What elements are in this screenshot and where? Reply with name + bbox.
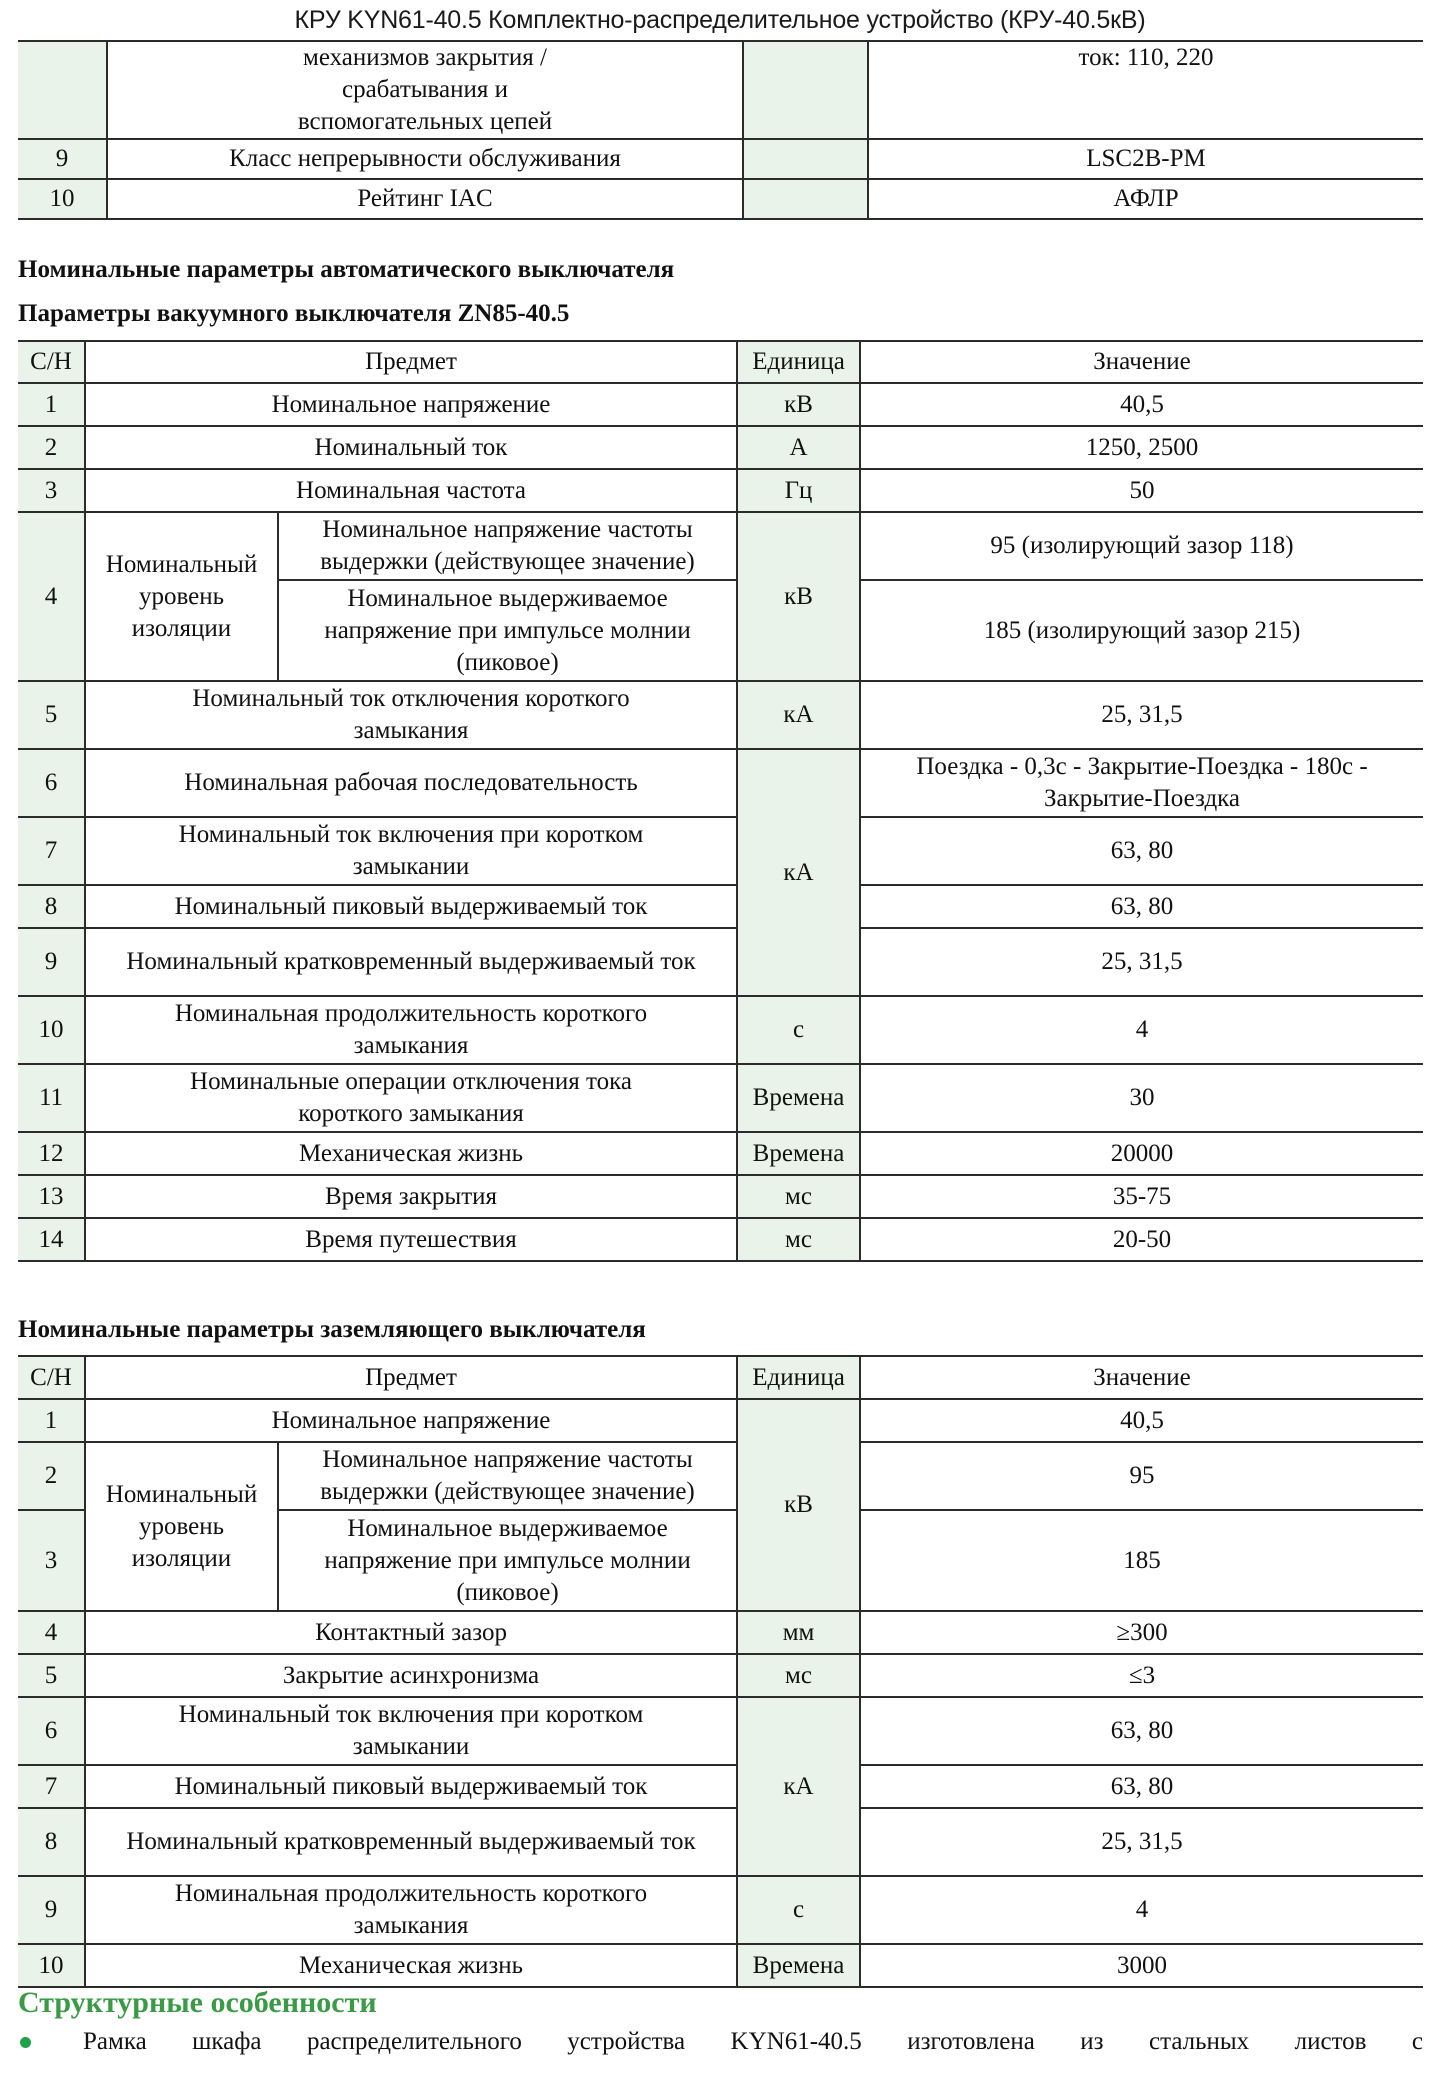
row-number: 9	[18, 928, 85, 996]
row-item: Механическая жизнь	[85, 1944, 737, 1987]
table-row	[18, 1876, 1423, 1944]
table-row	[18, 1808, 1423, 1876]
row-value: 25, 31,5	[860, 928, 1423, 996]
row-unit: Времена	[737, 1944, 860, 1987]
row-unit: Времена	[737, 1064, 860, 1132]
row-value: ток: 110, 220	[868, 41, 1423, 139]
table-row	[18, 1697, 1423, 1765]
table-header-row	[18, 341, 1423, 383]
row-number: 7	[18, 1765, 85, 1808]
table-row	[18, 179, 1423, 219]
row-value: 63, 80	[860, 817, 1423, 885]
row-value: 95 (изолирующий зазор 118)	[860, 512, 1423, 580]
row-item: Механическая жизнь	[85, 1132, 737, 1175]
row-unit: с	[737, 1876, 860, 1944]
row-item: Номинальное напряжение частоты выдержки (действующее значение)	[278, 1442, 737, 1510]
table-row	[18, 749, 1423, 817]
table-row	[18, 681, 1423, 749]
breaker-subheading: Параметры вакуумного выключателя ZN85-40.5	[18, 300, 570, 327]
row-value: 4	[860, 1876, 1423, 1944]
row-value: 25, 31,5	[860, 681, 1423, 749]
row-item: Номинальная частота	[85, 469, 737, 512]
table-row	[18, 469, 1423, 512]
row-item: Номинальный ток отключения короткого замыкания	[85, 681, 737, 749]
row-value: 4	[860, 996, 1423, 1064]
row-number: 12	[18, 1132, 85, 1175]
col-header-no: С/Н	[18, 341, 85, 383]
row-unit: с	[737, 996, 860, 1064]
row-value: 50	[860, 469, 1423, 512]
row-number: 2	[18, 426, 85, 469]
row-number: 4	[18, 512, 85, 681]
row-number: 8	[18, 1808, 85, 1876]
row-item: Номинальный ток включения при коротком замыкании	[85, 1697, 737, 1765]
row-unit: Времена	[737, 1132, 860, 1175]
table-row	[18, 1765, 1423, 1808]
row-number: 2	[18, 1442, 85, 1510]
row-value: 35-75	[860, 1175, 1423, 1218]
col-header-value: Значение	[860, 1356, 1423, 1399]
row-unit	[743, 41, 868, 139]
table-row	[18, 1442, 1423, 1510]
row-unit: кВ	[737, 383, 860, 426]
row-unit: А	[737, 426, 860, 469]
row-item: Номинальное напряжение	[85, 383, 737, 426]
table-row	[18, 885, 1423, 928]
row-unit: кА	[737, 1697, 860, 1876]
row-unit: кВ	[737, 512, 860, 681]
row-item: Номинальное напряжение	[85, 1399, 737, 1442]
table-row	[18, 1132, 1423, 1175]
top-spec-table	[18, 40, 1423, 220]
row-item: Время закрытия	[85, 1175, 737, 1218]
row-item: Номинальные операции отключения тока короткого замыкания	[85, 1064, 737, 1132]
row-unit	[743, 179, 868, 219]
row-item: Номинальное выдерживаемое напряжение при импульсе молнии (пиковое)	[278, 580, 737, 681]
row-item: Номинальная продолжительность короткого замыкания	[85, 996, 737, 1064]
table-row	[18, 1218, 1423, 1261]
row-value: 63, 80	[860, 1697, 1423, 1765]
row-value: 20-50	[860, 1218, 1423, 1261]
row-item: Номинальный ток включения при коротком замыкании	[85, 817, 737, 885]
row-value: 40,5	[860, 383, 1423, 426]
row-value: 3000	[860, 1944, 1423, 1987]
page-header-title: КРУ KYN61-40.5 Комплектно-распределительное устройство (КРУ-40.5кВ)	[294, 6, 1146, 34]
row-unit: Гц	[737, 469, 860, 512]
row-item: Контактный зазор	[85, 1611, 737, 1654]
row-value: 1250, 2500	[860, 426, 1423, 469]
row-item: Закрытие асинхронизма	[85, 1654, 737, 1697]
row-unit: мс	[737, 1218, 860, 1261]
row-unit: мс	[737, 1175, 860, 1218]
row-item: Номинальный ток	[85, 426, 737, 469]
table-header-row	[18, 1356, 1423, 1399]
col-header-value: Значение	[860, 341, 1423, 383]
row-number: 10	[18, 1944, 85, 1987]
row-item: механизмов закрытия / срабатывания и вспомогательных цепей	[107, 41, 743, 139]
earthing-switch-table	[18, 1355, 1423, 1988]
row-item: Класс непрерывности обслуживания	[107, 139, 743, 179]
col-header-unit: Единица	[737, 1356, 860, 1399]
row-value: 30	[860, 1064, 1423, 1132]
row-item: Номинальный кратковременный выдерживаемый ток	[85, 1808, 737, 1876]
row-number: 1	[18, 383, 85, 426]
row-value: 185 (изолирующий зазор 215)	[860, 580, 1423, 681]
col-header-no: С/Н	[18, 1356, 85, 1399]
row-number: 11	[18, 1064, 85, 1132]
col-header-item: Предмет	[85, 341, 737, 383]
table-row	[18, 1611, 1423, 1654]
structural-features-title: Структурные особенности	[18, 1986, 377, 2019]
row-item: Номинальное выдерживаемое напряжение при импульсе молнии (пиковое)	[278, 1510, 737, 1611]
row-number: 5	[18, 1654, 85, 1697]
table-row	[18, 41, 1423, 139]
feature-bullet-text: Рамка шкафа распределительного устройства KYN61-40.5 изготовлена из стальных листов с	[83, 2028, 1423, 2055]
row-item: Номинальный пиковый выдерживаемый ток	[85, 885, 737, 928]
table-row	[18, 1399, 1423, 1442]
row-value: АФЛР	[868, 179, 1423, 219]
insulation-group-label: Номинальный уровень изоляции	[85, 1442, 278, 1611]
row-number: 9	[18, 139, 107, 179]
table-row	[18, 1944, 1423, 1987]
row-number: 5	[18, 681, 85, 749]
row-value: 63, 80	[860, 1765, 1423, 1808]
row-number: 9	[18, 1876, 85, 1944]
insulation-group-label: Номинальный уровень изоляции	[85, 512, 278, 681]
row-number: 6	[18, 1697, 85, 1765]
row-number: 1	[18, 1399, 85, 1442]
table-row	[18, 426, 1423, 469]
table-row	[18, 996, 1423, 1064]
row-unit: мм	[737, 1611, 860, 1654]
row-item: Номинальная рабочая последовательность	[85, 749, 737, 817]
row-item: Номинальное напряжение частоты выдержки (действующее значение)	[278, 512, 737, 580]
row-unit: кА	[737, 749, 860, 996]
row-value: 63, 80	[860, 885, 1423, 928]
row-value: LSC2B-PM	[868, 139, 1423, 179]
feature-bullet-item	[18, 2028, 1423, 2056]
row-value: 25, 31,5	[860, 1808, 1423, 1876]
row-number: 7	[18, 817, 85, 885]
col-header-item: Предмет	[85, 1356, 737, 1399]
table-row	[18, 1175, 1423, 1218]
table-row	[18, 383, 1423, 426]
breaker-heading: Номинальные параметры автоматического выключателя	[18, 256, 675, 283]
row-item: Рейтинг IAC	[107, 179, 743, 219]
table-row	[18, 139, 1423, 179]
vacuum-breaker-table	[18, 340, 1423, 1262]
row-number: 10	[18, 179, 107, 219]
row-number: 10	[18, 996, 85, 1064]
row-number: 3	[18, 1510, 85, 1611]
table-row	[18, 512, 1423, 580]
row-value: ≥300	[860, 1611, 1423, 1654]
table-row	[18, 928, 1423, 996]
row-number: 6	[18, 749, 85, 817]
row-item: Номинальная продолжительность короткого замыкания	[85, 1876, 737, 1944]
row-value: 40,5	[860, 1399, 1423, 1442]
bullet-dot-icon	[20, 2037, 31, 2048]
row-number: 8	[18, 885, 85, 928]
row-unit: кА	[737, 681, 860, 749]
row-value: Поездка - 0,3с - Закрытие-Поездка - 180с - Закрытие-Поездка	[860, 749, 1423, 817]
row-number: 3	[18, 469, 85, 512]
row-value: 95	[860, 1442, 1423, 1510]
earthing-heading: Номинальные параметры заземляющего выключателя	[18, 1316, 646, 1343]
row-number: 13	[18, 1175, 85, 1218]
row-value: 20000	[860, 1132, 1423, 1175]
row-unit	[743, 139, 868, 179]
row-value: 185	[860, 1510, 1423, 1611]
row-value: ≤3	[860, 1654, 1423, 1697]
row-item: Номинальный пиковый выдерживаемый ток	[85, 1765, 737, 1808]
row-item: Номинальный кратковременный выдерживаемый ток	[85, 928, 737, 996]
row-number: 4	[18, 1611, 85, 1654]
row-unit: мс	[737, 1654, 860, 1697]
row-number	[18, 41, 107, 139]
row-unit: кВ	[737, 1399, 860, 1611]
table-row	[18, 1064, 1423, 1132]
col-header-unit: Единица	[737, 341, 860, 383]
table-row	[18, 1654, 1423, 1697]
row-item: Время путешествия	[85, 1218, 737, 1261]
row-number: 14	[18, 1218, 85, 1261]
table-row	[18, 817, 1423, 885]
